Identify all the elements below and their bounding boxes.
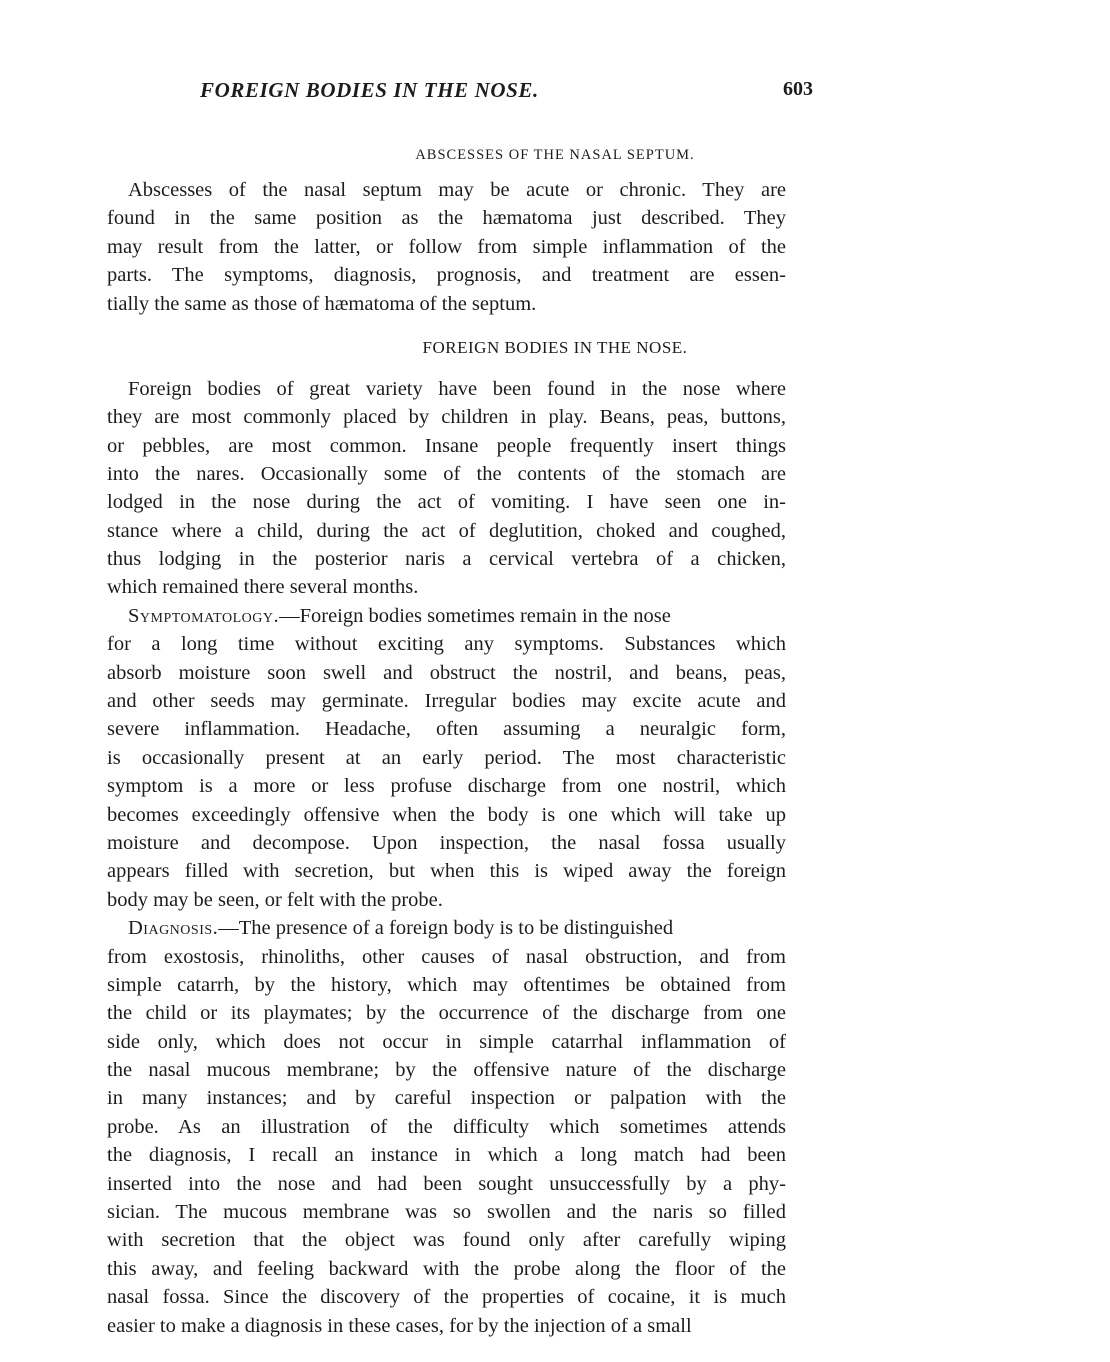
- text-line: sician. The mucous membrane was so swollen and the naris so filled: [107, 1201, 786, 1224]
- text-line: appears filled with secretion, but when this is wiped away the foreign: [107, 860, 786, 883]
- text-line: moisture and decompose. Upon inspection, the nasal fossa usually: [107, 831, 786, 854]
- text-line: Abscesses of the nasal septum may be acute or chronic. They are: [128, 179, 786, 201]
- text-line: they are most commonly placed by children in play. Beans, peas, buttons,: [107, 406, 786, 429]
- text-line: and other seeds may germinate. Irregular bodies may excite acute and: [107, 690, 786, 713]
- text-line-lead: [128, 914, 673, 943]
- section-heading-foreign-bodies: FOREIGN BODIES IN THE NOSE.: [422, 337, 688, 357]
- subheading-symptomatology: Symptomatology.: [128, 604, 280, 627]
- text-line: parts. The symptoms, diagnosis, prognosis, and treatment are essen-: [107, 264, 786, 287]
- text-line: becomes exceedingly offensive when the body is one which will take up: [107, 803, 786, 826]
- text-line: or pebbles, are most common. Insane people frequently insert things: [107, 434, 786, 457]
- text-line: found in the same position as the hæmatoma just described. They: [107, 207, 786, 230]
- subheading-diagnosis: Diagnosis.: [128, 917, 219, 940]
- text-line: thus lodging in the posterior naris a cervical vertebra of a chicken,: [107, 548, 786, 571]
- text-line: which remained there several months.: [107, 576, 419, 599]
- text-line: for a long time without exciting any symptoms. Substances which: [107, 633, 786, 656]
- text-line: absorb moisture soon swell and obstruct the nostril, and beans, peas,: [107, 661, 786, 684]
- text-line: may result from the latter, or follow from simple inflammation of the: [107, 235, 786, 258]
- text-line: symptom is a more or less profuse discharge from one nostril, which: [107, 775, 786, 798]
- text-line: tially the same as those of hæmatoma of the septum.: [107, 292, 537, 315]
- text-line: the child or its playmates; by the occurrence of the discharge from one: [107, 1002, 786, 1025]
- text-line-lead: [128, 602, 786, 631]
- text-line: inserted into the nose and had been sought unsuccessfully by a phy-: [107, 1172, 786, 1195]
- section-heading-abscesses: ABSCESSES OF THE NASAL SEPTUM.: [415, 147, 695, 163]
- running-head: [200, 78, 813, 102]
- running-title: FOREIGN BODIES IN THE NOSE.: [200, 78, 539, 102]
- text-line: in many instances; and by careful inspection or palpation with the: [107, 1087, 786, 1110]
- text-line: probe. As an illustration of the difficulty which sometimes attends: [107, 1115, 786, 1138]
- page-number: 603: [783, 78, 813, 100]
- text-line: with secretion that the object was found only after carefully wiping: [107, 1229, 786, 1252]
- text-line: is occasionally present at an early period. The most characteristic: [107, 746, 786, 769]
- text-line: into the nares. Occasionally some of the contents of the stomach are: [107, 462, 786, 485]
- text-line: lodged in the nose during the act of vomiting. I have seen one in-: [107, 491, 786, 514]
- text-run: —The presence of a foreign body is to be distinguished: [218, 917, 674, 940]
- text-line: nasal fossa. Since the discovery of the properties of cocaine, it is much: [107, 1286, 786, 1309]
- text-run: —Foreign bodies sometimes remain in the nose: [279, 604, 671, 627]
- text-line: simple catarrh, by the history, which may oftentimes be obtained from: [107, 973, 786, 996]
- text-line: stance where a child, during the act of deglutition, choked and coughed,: [107, 519, 786, 542]
- text-line: side only, which does not occur in simple catarrhal inflammation of: [107, 1030, 786, 1053]
- text-line: severe inflammation. Headache, often assuming a neuralgic form,: [107, 718, 786, 741]
- text-line: the diagnosis, I recall an instance in which a long match had been: [107, 1144, 786, 1167]
- text-line: Foreign bodies of great variety have been found in the nose where: [128, 377, 786, 400]
- text-line: easier to make a diagnosis in these cases, for by the injection of a small: [107, 1314, 692, 1337]
- text-line: from exostosis, rhinoliths, other causes of nasal obstruction, and from: [107, 945, 786, 968]
- text-line: this away, and feeling backward with the probe along the floor of the: [107, 1257, 786, 1280]
- text-line: body may be seen, or felt with the probe.: [107, 888, 443, 911]
- text-line: the nasal mucous membrane; by the offensive nature of the discharge: [107, 1059, 786, 1082]
